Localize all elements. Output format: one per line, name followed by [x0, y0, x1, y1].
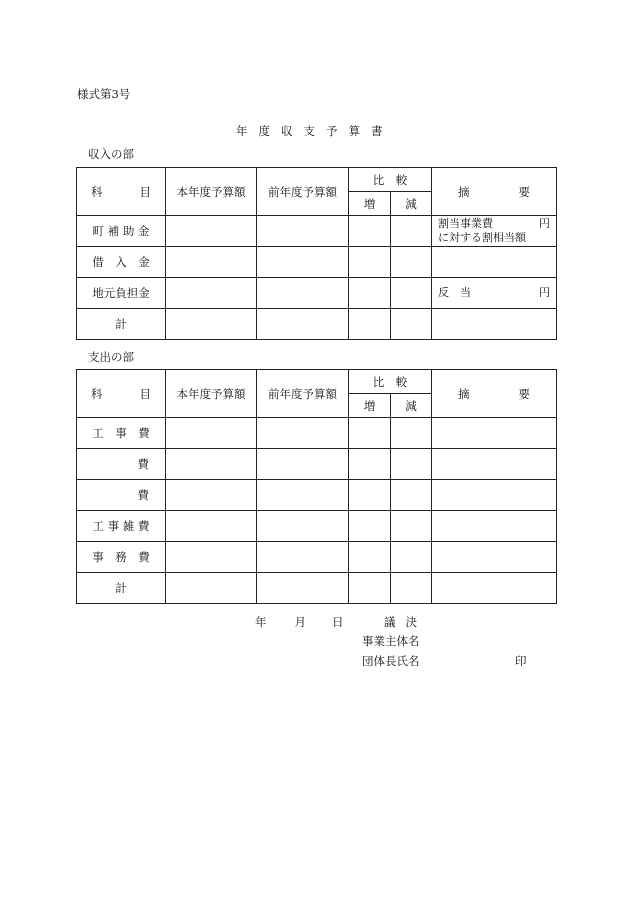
- previous-budget-cell[interactable]: [257, 247, 349, 278]
- decrease-cell[interactable]: [391, 418, 432, 449]
- expense-item-label: 費: [137, 488, 149, 502]
- expense-header-increase: 増: [349, 394, 391, 418]
- subject-label-a: 科: [91, 184, 103, 199]
- current-budget-cell[interactable]: [166, 418, 257, 449]
- decrease-cell[interactable]: [391, 247, 432, 278]
- remarks-cell[interactable]: [432, 511, 557, 542]
- expense-section-label: 支出の部: [88, 350, 134, 364]
- income-header-comparison: 比 較: [349, 168, 432, 192]
- document-title: 年度収支予算書: [236, 124, 394, 138]
- remarks-label-a: 摘: [458, 386, 470, 401]
- decrease-cell[interactable]: [391, 216, 432, 247]
- expense-item-blank-1: [77, 449, 166, 480]
- resolution-date: [255, 614, 344, 630]
- decrease-cell[interactable]: [391, 511, 432, 542]
- current-budget-cell[interactable]: [166, 480, 257, 511]
- representative-name-label: 団体長氏名: [362, 654, 420, 668]
- subject-label-b: 目: [139, 184, 151, 199]
- remark-share-amount: に対する割相当額: [438, 231, 526, 244]
- current-budget-cell[interactable]: [166, 542, 257, 573]
- decrease-cell[interactable]: [391, 573, 432, 604]
- income-header-subject: [77, 168, 166, 216]
- remarks-cell[interactable]: [432, 216, 557, 247]
- previous-budget-cell[interactable]: [257, 278, 349, 309]
- expense-item-blank-2: [77, 480, 166, 511]
- table-row: [77, 309, 557, 340]
- expense-header-current-budget: 本年度予算額: [166, 370, 257, 418]
- remarks-cell[interactable]: [432, 449, 557, 480]
- expense-header-row: [77, 370, 557, 394]
- previous-budget-cell[interactable]: [257, 309, 349, 340]
- table-row: [77, 542, 557, 573]
- increase-cell[interactable]: [349, 216, 391, 247]
- remarks-label-b: 要: [518, 184, 530, 199]
- previous-budget-cell[interactable]: [257, 573, 349, 604]
- remarks-cell[interactable]: [432, 573, 557, 604]
- table-row: [77, 418, 557, 449]
- decrease-cell[interactable]: [391, 542, 432, 573]
- previous-budget-cell[interactable]: [257, 418, 349, 449]
- subject-label-b: 目: [139, 386, 151, 401]
- income-header-row: [77, 168, 557, 192]
- increase-cell[interactable]: [349, 309, 391, 340]
- increase-cell[interactable]: [349, 418, 391, 449]
- table-row: [77, 278, 557, 309]
- expense-header-remarks: [432, 370, 557, 418]
- income-header-remarks: [432, 168, 557, 216]
- previous-budget-cell[interactable]: [257, 449, 349, 480]
- current-budget-cell[interactable]: [166, 449, 257, 480]
- income-item-local-share: 地元負担金: [77, 278, 166, 309]
- income-section-label: 収入の部: [88, 147, 134, 161]
- table-row: [77, 511, 557, 542]
- expense-table: [76, 369, 557, 604]
- current-budget-cell[interactable]: [166, 278, 257, 309]
- remark-yen-unit: 円: [539, 286, 550, 299]
- income-item-subsidy: 町 補 助 金: [77, 216, 166, 247]
- remarks-cell[interactable]: [432, 309, 557, 340]
- remark-allocated-cost: 割当事業費: [438, 217, 493, 230]
- date-day-label: 日: [332, 615, 344, 629]
- seal-mark: 印: [515, 654, 527, 668]
- expense-total-label: 計: [77, 573, 166, 604]
- table-row: [77, 449, 557, 480]
- expense-header-comparison: 比 較: [349, 370, 432, 394]
- increase-cell[interactable]: [349, 542, 391, 573]
- income-total-label: 計: [77, 309, 166, 340]
- expense-item-misc: 工 事 雑 費: [77, 511, 166, 542]
- table-row: [77, 247, 557, 278]
- income-item-loan: 借 入 金: [77, 247, 166, 278]
- previous-budget-cell[interactable]: [257, 216, 349, 247]
- remarks-cell[interactable]: [432, 278, 557, 309]
- date-month-label: 月: [294, 615, 306, 629]
- remarks-label-b: 要: [518, 386, 530, 401]
- current-budget-cell[interactable]: [166, 573, 257, 604]
- income-header-current-budget: 本年度予算額: [166, 168, 257, 216]
- table-row: [77, 216, 557, 247]
- form-number: 様式第3号: [77, 87, 131, 101]
- expense-item-construction: 工 事 費: [77, 418, 166, 449]
- expense-header-previous-budget: 前年度予算額: [257, 370, 349, 418]
- previous-budget-cell[interactable]: [257, 542, 349, 573]
- increase-cell[interactable]: [349, 278, 391, 309]
- current-budget-cell[interactable]: [166, 247, 257, 278]
- income-header-previous-budget: 前年度予算額: [257, 168, 349, 216]
- remarks-cell[interactable]: [432, 542, 557, 573]
- income-header-decrease: 減: [391, 192, 432, 216]
- remark-per-tan: 反 当: [438, 286, 471, 299]
- current-budget-cell[interactable]: [166, 216, 257, 247]
- increase-cell[interactable]: [349, 449, 391, 480]
- subject-label-a: 科: [91, 386, 103, 401]
- remarks-label-a: 摘: [458, 184, 470, 199]
- income-table: [76, 167, 557, 340]
- increase-cell[interactable]: [349, 480, 391, 511]
- decrease-cell[interactable]: [391, 278, 432, 309]
- resolution-label: 議決: [384, 615, 427, 629]
- date-year-label: 年: [255, 615, 267, 629]
- expense-header-subject: [77, 370, 166, 418]
- remarks-cell[interactable]: [432, 418, 557, 449]
- remarks-cell[interactable]: [432, 247, 557, 278]
- table-row: [77, 480, 557, 511]
- expense-item-label: 費: [137, 457, 149, 471]
- entity-name-label: 事業主体名: [362, 634, 420, 648]
- remarks-cell[interactable]: [432, 480, 557, 511]
- previous-budget-cell[interactable]: [257, 511, 349, 542]
- increase-cell[interactable]: [349, 573, 391, 604]
- decrease-cell[interactable]: [391, 309, 432, 340]
- current-budget-cell[interactable]: [166, 511, 257, 542]
- income-header-increase: 増: [349, 192, 391, 216]
- increase-cell[interactable]: [349, 247, 391, 278]
- table-row: [77, 573, 557, 604]
- expense-item-office: 事 務 費: [77, 542, 166, 573]
- decrease-cell[interactable]: [391, 480, 432, 511]
- previous-budget-cell[interactable]: [257, 480, 349, 511]
- decrease-cell[interactable]: [391, 449, 432, 480]
- remark-yen-unit: 円: [539, 217, 550, 230]
- current-budget-cell[interactable]: [166, 309, 257, 340]
- increase-cell[interactable]: [349, 511, 391, 542]
- expense-header-decrease: 減: [391, 394, 432, 418]
